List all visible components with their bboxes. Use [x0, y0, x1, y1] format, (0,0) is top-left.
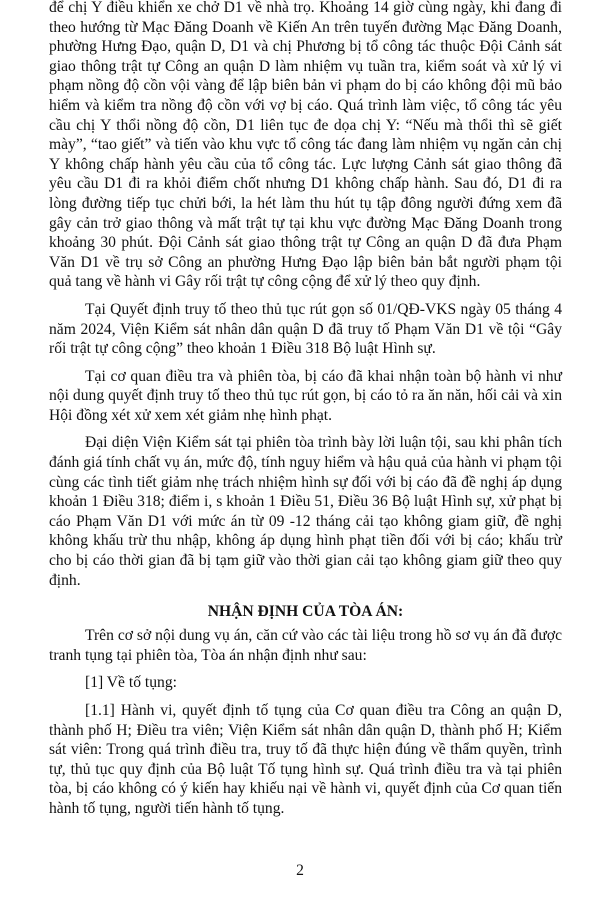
document-body [49, 0, 562, 819]
paragraph-prosecutor-argument: Đại diện Viện Kiểm sát tại phiên tòa trình bày lời luận tội, sau khi phân tích đánh giá tính chất vụ án, mức độ, tính nguy hiểm và hậu quả của hành vi phạm tội cùng các tình tiết giảm nhẹ trách nhiệm hình sự đối với bị cáo đã đề nghị áp dụng khoản 1 Điều 318; điểm i, s khoản 1 Điều 51, Điều 36 Bộ luật Hình sự, xử phạt bị cáo Phạm Văn D1 với mức án từ 09 -12 tháng cải tạo không giam giữ, đề nghị không khấu trừ thu nhập, không áp dụng hình phạt tiền đối với bị cáo; khấu trừ cho bị cáo thời gian đã bị tạm giữ vào thời gian cải tạo không giam giữ theo quy định. [49, 434, 562, 589]
page-number: 2 [296, 862, 304, 879]
paragraph-procedure-1-1: [1.1] Hành vi, quyết định tố tụng của Cơ quan điều tra Công an quận D, thành phố H; Điều tra viên; Viện Kiểm sát nhân dân quận D, thành phố H; Kiểm sát viên: Trong quá trình điều tra, truy tố đã thực hiện đúng về thẩm quyền, trình tự, thủ tục quy định của Bộ luật Tố tụng hình sự. Quá trình điều tra và tại phiên tòa, bị cáo không có ý kiến hay khiếu nại về hành vi, quyết định của Cơ quan tiến hành tố tụng, người tiến hành tố tụng. [49, 702, 562, 817]
paragraph-incident: để chị Y điều khiển xe chở D1 về nhà trọ. Khoảng 14 giờ cùng ngày, khi đang đi theo hướng từ Mạc Đăng Doanh về Kiến An trên tuyến đường Mạc Đăng Doanh, phường Hưng Đạo, quận D, D1 và chị Phương bị tổ công tác thuộc Đội Cảnh sát giao thông trật tự Công an quận D làm nhiệm vụ tuần tra, kiểm soát và xử lý vi phạm nồng độ cồn vội vàng để lập biên bản vi phạm do bị cáo không đội mũ bảo hiểm và kiểm tra nồng độ cồn với vợ bị cáo. Quá trình làm việc, tổ công tác yêu cầu chị Y thổi nồng độ cồn, D1 liên tục đe dọa chị Y: “Nếu mà thổi thì sẽ giết mày”, “tao giết” và tiến vào khu vực tổ công tác đang làm nhiệm vụ ngăn cản chị Y không chấp hành yêu cầu của tổ công tác. Lực lượng Cảnh sát giao thông đã yêu cầu D1 đi ra khỏi điểm chốt nhưng D1 không chấp hành. Sau đó, D1 đi ra lòng đường tiếp tục chửi bới, la hét làm thu hút tụ tập đông người đứng xem đã gây cản trở giao thông và mất trật tự tại khu vực đường Mạc Đăng Doanh trong khoảng 30 phút. Đội Cảnh sát giao thông trật tự Công an quận D đã đưa Phạm Văn D1 về trụ sở Công an phường Hưng Đạo lập biên bản bắt người phạm tội quả tang về hành vi Gây rối trật tự công cộng để xử lý theo quy định. [49, 0, 562, 291]
paragraph-procedure-heading: [1] Về tố tụng: [85, 674, 177, 692]
section-heading: NHẬN ĐỊNH CỦA TÒA ÁN: [207, 603, 404, 621]
paragraph-court-intro: Trên cơ sở nội dung vụ án, căn cứ vào các tài liệu trong hồ sơ vụ án đã được tranh tụng tại phiên tòa, Tòa án nhận định như sau: [49, 627, 562, 664]
paragraph-indictment: Tại Quyết định truy tố theo thủ tục rút gọn số 01/QĐ-VKS ngày 05 tháng 4 năm 2024, Viện Kiểm sát nhân dân quận D đã truy tố Phạm Văn D1 về tội “Gây rối trật tự công cộng” theo khoản 1 Điều 318 Bộ luật Hình sự. [49, 300, 562, 358]
paragraph-confession: Tại cơ quan điều tra và phiên tòa, bị cáo đã khai nhận toàn bộ hành vi như nội dung quyết định truy tố theo thủ tục rút gọn, bị cáo tỏ ra ăn năn, hối cải và xin Hội đồng xét xử xem xét giảm nhẹ hình phạt. [49, 367, 562, 424]
